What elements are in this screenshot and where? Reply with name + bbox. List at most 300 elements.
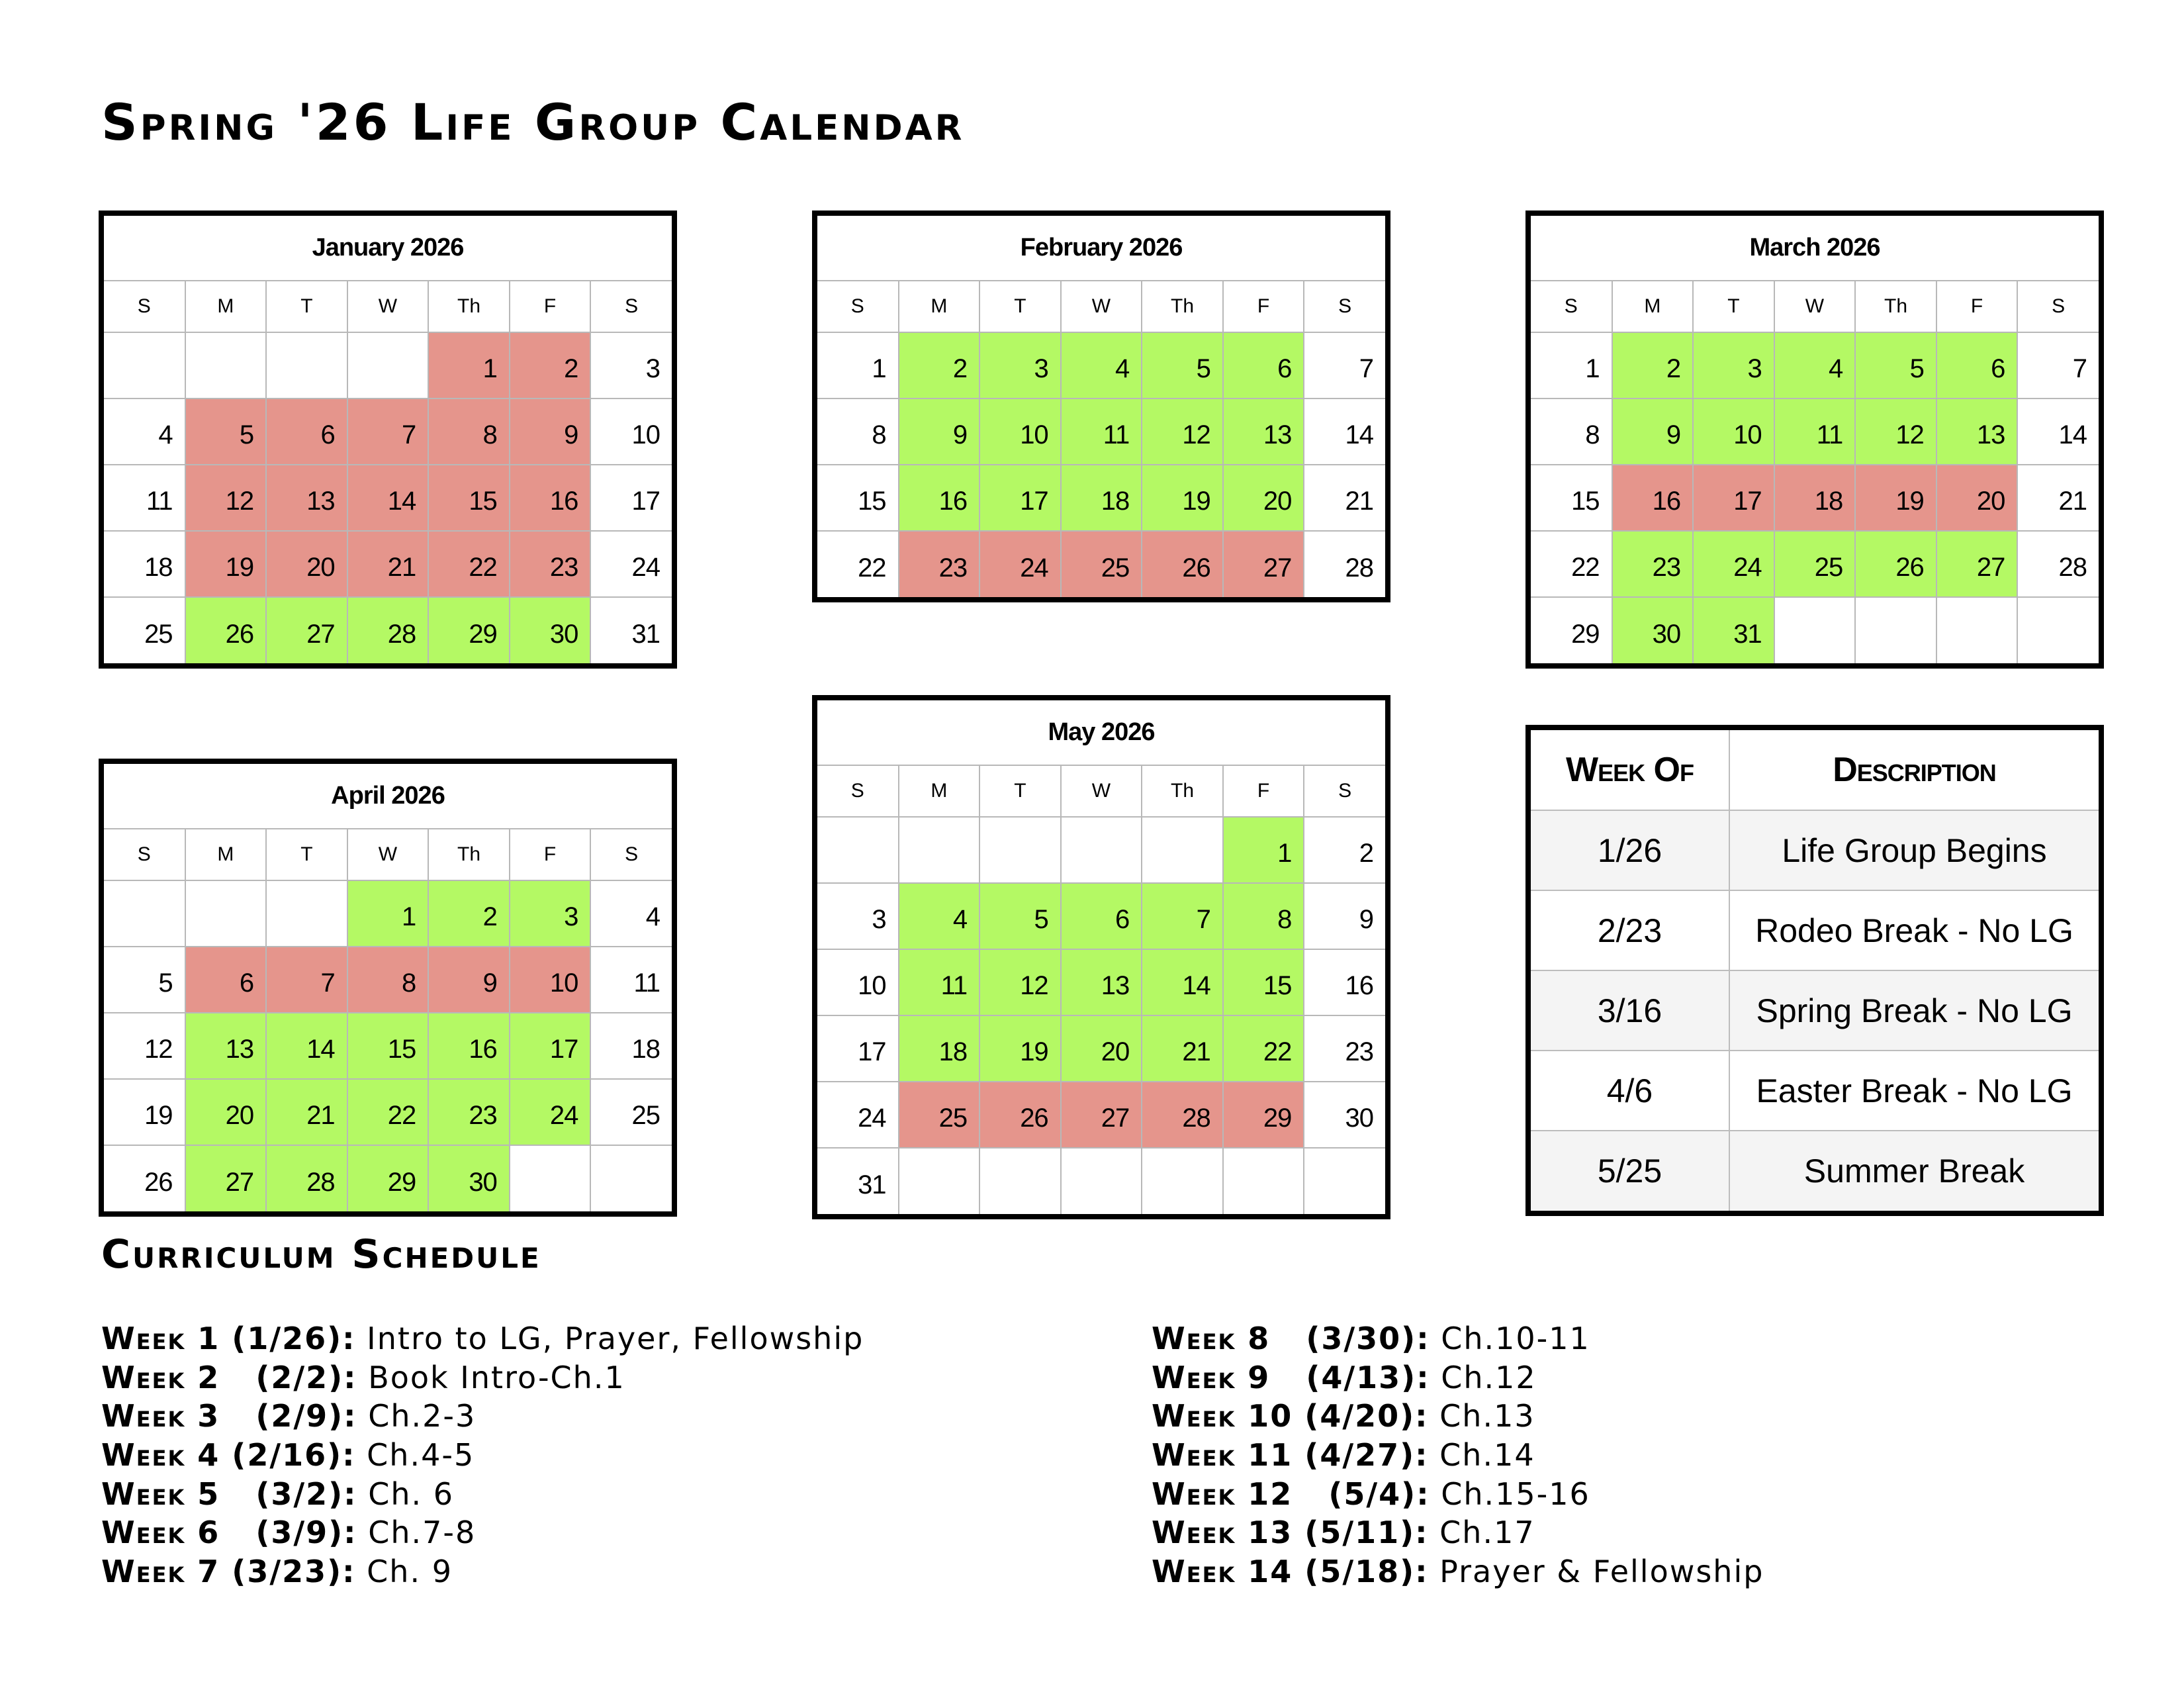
- day-cell: 18: [104, 531, 185, 597]
- day-cell: 20: [1936, 465, 2018, 531]
- day-cell: 24: [979, 531, 1061, 597]
- day-cell: 18: [590, 1013, 672, 1079]
- weekday-header-row: [817, 765, 1385, 817]
- curriculum-item: [101, 1436, 864, 1475]
- empty-day-cell: [104, 332, 185, 399]
- day-cell: 5: [104, 947, 185, 1013]
- day-cell: 12: [979, 949, 1061, 1015]
- weekday-label: Th: [1142, 765, 1223, 817]
- day-cell: 10: [590, 399, 672, 465]
- weekday-label: F: [1936, 281, 2018, 332]
- weekday-header-row: [1531, 281, 2099, 332]
- curriculum-week-label: Week 6 (3/9):: [101, 1515, 357, 1551]
- day-cell: 23: [428, 1079, 510, 1145]
- week-row: [817, 1082, 1385, 1148]
- week-row: [1531, 597, 2099, 663]
- day-cell: 9: [899, 399, 980, 465]
- calendar-april: [99, 759, 677, 1217]
- week-row: [817, 332, 1385, 399]
- day-cell: 26: [1142, 531, 1223, 597]
- day-cell: 30: [1304, 1082, 1385, 1148]
- legend-week: 4/6: [1531, 1051, 1729, 1131]
- day-cell: 11: [590, 947, 672, 1013]
- day-cell: 9: [510, 399, 591, 465]
- month-title: February 2026: [817, 216, 1385, 281]
- curriculum-topic: Ch.15-16: [1430, 1476, 1590, 1512]
- empty-day-cell: [1936, 597, 2018, 663]
- curriculum-week-label: Week 3 (2/9):: [101, 1398, 357, 1434]
- curriculum-item: [1152, 1358, 1764, 1397]
- legend-week: 5/25: [1531, 1131, 1729, 1211]
- day-cell: 10: [1693, 399, 1774, 465]
- day-cell: 18: [1774, 465, 1856, 531]
- day-cell: 21: [1304, 465, 1385, 531]
- day-cell: 27: [266, 597, 347, 663]
- day-cell: 26: [979, 1082, 1061, 1148]
- curriculum-topic: Intro to LG, Prayer, Fellowship: [355, 1321, 864, 1356]
- legend-description: Life Group Begins: [1729, 810, 2099, 890]
- day-cell: 1: [347, 880, 429, 947]
- day-cell: 26: [104, 1145, 185, 1211]
- day-cell: 16: [1612, 465, 1694, 531]
- day-cell: 27: [185, 1145, 267, 1211]
- day-cell: 16: [428, 1013, 510, 1079]
- empty-day-cell: [185, 332, 267, 399]
- day-cell: 22: [817, 531, 899, 597]
- weekday-label: T: [266, 281, 347, 332]
- weekday-label: S: [1304, 281, 1385, 332]
- weekday-label: S: [2017, 281, 2099, 332]
- calendar-may: [812, 695, 1390, 1219]
- day-cell: 25: [1774, 531, 1856, 597]
- curriculum-item: [1152, 1475, 1764, 1514]
- day-cell: 7: [1304, 332, 1385, 399]
- day-cell: 15: [347, 1013, 429, 1079]
- day-cell: 24: [510, 1079, 591, 1145]
- month-title-row: [104, 764, 672, 829]
- empty-day-cell: [510, 1145, 591, 1211]
- curriculum-item: [101, 1475, 864, 1514]
- weekday-label: M: [185, 281, 267, 332]
- curriculum-item: [101, 1358, 864, 1397]
- legend-table: [1525, 725, 2104, 1216]
- legend-row: [1531, 890, 2099, 970]
- weekday-label: W: [1061, 281, 1142, 332]
- day-cell: 8: [347, 947, 429, 1013]
- day-cell: 12: [185, 465, 267, 531]
- calendar-february: [812, 211, 1390, 602]
- day-cell: 10: [979, 399, 1061, 465]
- day-cell: 14: [1304, 399, 1385, 465]
- month-title: January 2026: [104, 216, 672, 281]
- weekday-label: W: [1061, 765, 1142, 817]
- day-cell: 20: [266, 531, 347, 597]
- curriculum-topic: Ch.2-3: [357, 1398, 477, 1434]
- curriculum-topic: Ch. 6: [357, 1476, 454, 1512]
- weekday-label: T: [266, 829, 347, 880]
- day-cell: 12: [104, 1013, 185, 1079]
- calendar-march: [1525, 211, 2104, 669]
- weekday-label: S: [1531, 281, 1612, 332]
- day-cell: 15: [1223, 949, 1304, 1015]
- day-cell: 23: [1304, 1015, 1385, 1082]
- day-cell: 2: [510, 332, 591, 399]
- day-cell: 18: [899, 1015, 980, 1082]
- legend-week: 3/16: [1531, 970, 1729, 1051]
- day-cell: 13: [266, 465, 347, 531]
- day-cell: 1: [1531, 332, 1612, 399]
- legend-week: 1/26: [1531, 810, 1729, 890]
- month-title: April 2026: [104, 764, 672, 829]
- day-cell: 6: [1936, 332, 2018, 399]
- curriculum-week-label: Week 2 (2/2):: [101, 1359, 357, 1395]
- day-cell: 4: [590, 880, 672, 947]
- day-cell: 26: [185, 597, 267, 663]
- weekday-label: T: [979, 765, 1061, 817]
- curriculum-week-label: Week 5 (3/2):: [101, 1476, 357, 1512]
- weekday-label: T: [979, 281, 1061, 332]
- curriculum-week-label: Week 9 (4/13):: [1152, 1359, 1430, 1395]
- day-cell: 8: [1531, 399, 1612, 465]
- day-cell: 22: [1223, 1015, 1304, 1082]
- day-cell: 19: [104, 1079, 185, 1145]
- curriculum-item: [101, 1319, 864, 1358]
- day-cell: 6: [185, 947, 267, 1013]
- day-cell: 24: [817, 1082, 899, 1148]
- weekday-label: F: [510, 829, 591, 880]
- empty-day-cell: [590, 1145, 672, 1211]
- week-row: [817, 1015, 1385, 1082]
- legend-week: 2/23: [1531, 890, 1729, 970]
- weekday-label: Th: [1855, 281, 1936, 332]
- curriculum-week-label: Week 11 (4/27):: [1152, 1437, 1429, 1474]
- day-cell: 4: [104, 399, 185, 465]
- day-cell: 18: [1061, 465, 1142, 531]
- empty-day-cell: [1774, 597, 1856, 663]
- day-cell: 1: [1223, 817, 1304, 883]
- day-cell: 20: [1223, 465, 1304, 531]
- weekday-label: Th: [1142, 281, 1223, 332]
- day-cell: 8: [817, 399, 899, 465]
- legend-description: Rodeo Break - No LG: [1729, 890, 2099, 970]
- day-cell: 14: [266, 1013, 347, 1079]
- day-cell: 12: [1855, 399, 1936, 465]
- weekday-label: F: [510, 281, 591, 332]
- curriculum-topic: Ch. 9: [355, 1554, 453, 1590]
- weekday-label: F: [1223, 765, 1304, 817]
- empty-day-cell: [347, 332, 429, 399]
- day-cell: 12: [1142, 399, 1223, 465]
- weekday-label: T: [1693, 281, 1774, 332]
- day-cell: 6: [1061, 883, 1142, 949]
- curriculum-right-column: [1152, 1319, 1764, 1591]
- day-cell: 19: [1855, 465, 1936, 531]
- day-cell: 20: [185, 1079, 267, 1145]
- day-cell: 17: [817, 1015, 899, 1082]
- day-cell: 29: [347, 1145, 429, 1211]
- week-row: [817, 465, 1385, 531]
- week-row: [104, 399, 672, 465]
- day-cell: 30: [510, 597, 591, 663]
- empty-day-cell: [266, 880, 347, 947]
- curriculum-week-label: Week 8 (3/30):: [1152, 1321, 1430, 1356]
- week-row: [817, 399, 1385, 465]
- curriculum-week-label: Week 7 (3/23):: [101, 1554, 356, 1590]
- curriculum-topic: Prayer & Fellowship: [1428, 1554, 1764, 1590]
- curriculum-topic: Ch.10-11: [1430, 1321, 1590, 1356]
- day-cell: 6: [1223, 332, 1304, 399]
- day-cell: 22: [347, 1079, 429, 1145]
- curriculum-week-label: Week 13 (5/11):: [1152, 1515, 1429, 1551]
- day-cell: 17: [979, 465, 1061, 531]
- day-cell: 10: [817, 949, 899, 1015]
- month-title-row: [817, 700, 1385, 765]
- day-cell: 29: [1531, 597, 1612, 663]
- legend-description: Spring Break - No LG: [1729, 970, 2099, 1051]
- day-cell: 25: [104, 597, 185, 663]
- empty-day-cell: [266, 332, 347, 399]
- curriculum-topic: Ch.17: [1428, 1515, 1535, 1551]
- day-cell: 28: [347, 597, 429, 663]
- empty-day-cell: [1142, 817, 1223, 883]
- curriculum-week-label: Week 1 (1/26):: [101, 1321, 356, 1356]
- day-cell: 15: [428, 465, 510, 531]
- day-cell: 31: [817, 1148, 899, 1214]
- day-cell: 1: [428, 332, 510, 399]
- week-row: [817, 531, 1385, 597]
- day-cell: 25: [590, 1079, 672, 1145]
- curriculum-heading: Curriculum Schedule: [101, 1231, 541, 1278]
- empty-day-cell: [899, 1148, 980, 1214]
- day-cell: 7: [2017, 332, 2099, 399]
- week-row: [1531, 531, 2099, 597]
- day-cell: 29: [1223, 1082, 1304, 1148]
- weekday-label: S: [104, 281, 185, 332]
- week-row: [817, 883, 1385, 949]
- week-row: [104, 332, 672, 399]
- month-title-row: [104, 216, 672, 281]
- week-row: [104, 1145, 672, 1211]
- day-cell: 23: [510, 531, 591, 597]
- day-cell: 14: [2017, 399, 2099, 465]
- week-row: [817, 1148, 1385, 1214]
- day-cell: 1: [817, 332, 899, 399]
- day-cell: 13: [185, 1013, 267, 1079]
- day-cell: 22: [1531, 531, 1612, 597]
- day-cell: 24: [590, 531, 672, 597]
- day-cell: 4: [1061, 332, 1142, 399]
- week-row: [1531, 332, 2099, 399]
- day-cell: 14: [1142, 949, 1223, 1015]
- day-cell: 3: [1693, 332, 1774, 399]
- curriculum-topic: Ch.14: [1428, 1437, 1535, 1474]
- day-cell: 28: [1142, 1082, 1223, 1148]
- day-cell: 15: [1531, 465, 1612, 531]
- day-cell: 2: [428, 880, 510, 947]
- legend-description: Summer Break: [1729, 1131, 2099, 1211]
- weekday-label: M: [899, 765, 980, 817]
- day-cell: 17: [510, 1013, 591, 1079]
- empty-day-cell: [2017, 597, 2099, 663]
- day-cell: 15: [817, 465, 899, 531]
- curriculum-topic: Ch.7-8: [357, 1515, 477, 1551]
- weekday-label: W: [347, 281, 429, 332]
- day-cell: 9: [1612, 399, 1694, 465]
- day-cell: 17: [1693, 465, 1774, 531]
- curriculum-item: [1152, 1319, 1764, 1358]
- curriculum-topic: Ch.4-5: [355, 1437, 475, 1474]
- day-cell: 26: [1855, 531, 1936, 597]
- legend-row: [1531, 1051, 2099, 1131]
- curriculum-item: [1152, 1436, 1764, 1475]
- empty-day-cell: [817, 817, 899, 883]
- day-cell: 25: [899, 1082, 980, 1148]
- day-cell: 11: [104, 465, 185, 531]
- curriculum-item: [101, 1397, 864, 1436]
- day-cell: 27: [1061, 1082, 1142, 1148]
- empty-day-cell: [185, 880, 267, 947]
- day-cell: 29: [428, 597, 510, 663]
- legend-header-week: Week Of: [1531, 730, 1729, 810]
- curriculum-item: [101, 1552, 864, 1591]
- legend-header-row: [1531, 730, 2099, 810]
- empty-day-cell: [899, 817, 980, 883]
- day-cell: 8: [1223, 883, 1304, 949]
- day-cell: 9: [428, 947, 510, 1013]
- curriculum-week-label: Week 14 (5/18):: [1152, 1554, 1429, 1590]
- day-cell: 14: [347, 465, 429, 531]
- legend-header-description: Description: [1729, 730, 2099, 810]
- week-row: [1531, 399, 2099, 465]
- day-cell: 21: [266, 1079, 347, 1145]
- day-cell: 30: [428, 1145, 510, 1211]
- day-cell: 28: [2017, 531, 2099, 597]
- empty-day-cell: [1223, 1148, 1304, 1214]
- day-cell: 8: [428, 399, 510, 465]
- week-row: [104, 465, 672, 531]
- week-row: [104, 1079, 672, 1145]
- weekday-label: W: [1774, 281, 1856, 332]
- day-cell: 23: [1612, 531, 1694, 597]
- day-cell: 27: [1936, 531, 2018, 597]
- empty-day-cell: [104, 880, 185, 947]
- day-cell: 11: [899, 949, 980, 1015]
- legend-row: [1531, 810, 2099, 890]
- day-cell: 6: [266, 399, 347, 465]
- day-cell: 7: [1142, 883, 1223, 949]
- empty-day-cell: [1061, 817, 1142, 883]
- legend-description: Easter Break - No LG: [1729, 1051, 2099, 1131]
- day-cell: 13: [1223, 399, 1304, 465]
- legend-row: [1531, 1131, 2099, 1211]
- week-row: [817, 817, 1385, 883]
- day-cell: 5: [1855, 332, 1936, 399]
- day-cell: 3: [590, 332, 672, 399]
- month-title-row: [1531, 216, 2099, 281]
- day-cell: 4: [1774, 332, 1856, 399]
- day-cell: 21: [2017, 465, 2099, 531]
- day-cell: 3: [979, 332, 1061, 399]
- calendar-january: [99, 211, 677, 669]
- day-cell: 23: [899, 531, 980, 597]
- day-cell: 5: [979, 883, 1061, 949]
- day-cell: 28: [1304, 531, 1385, 597]
- day-cell: 7: [347, 399, 429, 465]
- day-cell: 9: [1304, 883, 1385, 949]
- week-row: [1531, 465, 2099, 531]
- day-cell: 5: [1142, 332, 1223, 399]
- day-cell: 25: [1061, 531, 1142, 597]
- day-cell: 19: [185, 531, 267, 597]
- legend-row: [1531, 970, 2099, 1051]
- day-cell: 16: [899, 465, 980, 531]
- weekday-label: S: [590, 281, 672, 332]
- curriculum-week-label: Week 12 (5/4):: [1152, 1476, 1430, 1512]
- curriculum-week-label: Week 4 (2/16):: [101, 1437, 356, 1474]
- day-cell: 10: [510, 947, 591, 1013]
- curriculum-item: [101, 1513, 864, 1552]
- day-cell: 19: [979, 1015, 1061, 1082]
- empty-day-cell: [979, 1148, 1061, 1214]
- day-cell: 21: [1142, 1015, 1223, 1082]
- curriculum-item: [1152, 1513, 1764, 1552]
- day-cell: 16: [1304, 949, 1385, 1015]
- weekday-label: Th: [428, 281, 510, 332]
- weekday-label: F: [1223, 281, 1304, 332]
- curriculum-item: [1152, 1397, 1764, 1436]
- month-title: March 2026: [1531, 216, 2099, 281]
- weekday-header-row: [104, 281, 672, 332]
- week-row: [817, 949, 1385, 1015]
- curriculum-week-label: Week 10 (4/20):: [1152, 1398, 1429, 1434]
- curriculum-left-column: [101, 1319, 864, 1591]
- week-row: [104, 597, 672, 663]
- day-cell: 11: [1061, 399, 1142, 465]
- day-cell: 17: [590, 465, 672, 531]
- day-cell: 19: [1142, 465, 1223, 531]
- day-cell: 21: [347, 531, 429, 597]
- month-title: May 2026: [817, 700, 1385, 765]
- month-title-row: [817, 216, 1385, 281]
- day-cell: 13: [1061, 949, 1142, 1015]
- day-cell: 2: [899, 332, 980, 399]
- empty-day-cell: [1855, 597, 1936, 663]
- weekday-label: M: [1612, 281, 1694, 332]
- day-cell: 31: [1693, 597, 1774, 663]
- day-cell: 2: [1304, 817, 1385, 883]
- weekday-label: S: [590, 829, 672, 880]
- day-cell: 4: [899, 883, 980, 949]
- day-cell: 27: [1223, 531, 1304, 597]
- empty-day-cell: [1061, 1148, 1142, 1214]
- empty-day-cell: [1142, 1148, 1223, 1214]
- day-cell: 3: [510, 880, 591, 947]
- curriculum-topic: Ch.13: [1428, 1398, 1535, 1434]
- empty-day-cell: [1304, 1148, 1385, 1214]
- empty-day-cell: [979, 817, 1061, 883]
- weekday-label: M: [899, 281, 980, 332]
- day-cell: 11: [1774, 399, 1856, 465]
- weekday-label: Th: [428, 829, 510, 880]
- day-cell: 30: [1612, 597, 1694, 663]
- day-cell: 24: [1693, 531, 1774, 597]
- weekday-label: S: [1304, 765, 1385, 817]
- day-cell: 31: [590, 597, 672, 663]
- week-row: [104, 1013, 672, 1079]
- page-title: Spring '26 Life Group Calendar: [101, 93, 965, 152]
- week-row: [104, 947, 672, 1013]
- day-cell: 7: [266, 947, 347, 1013]
